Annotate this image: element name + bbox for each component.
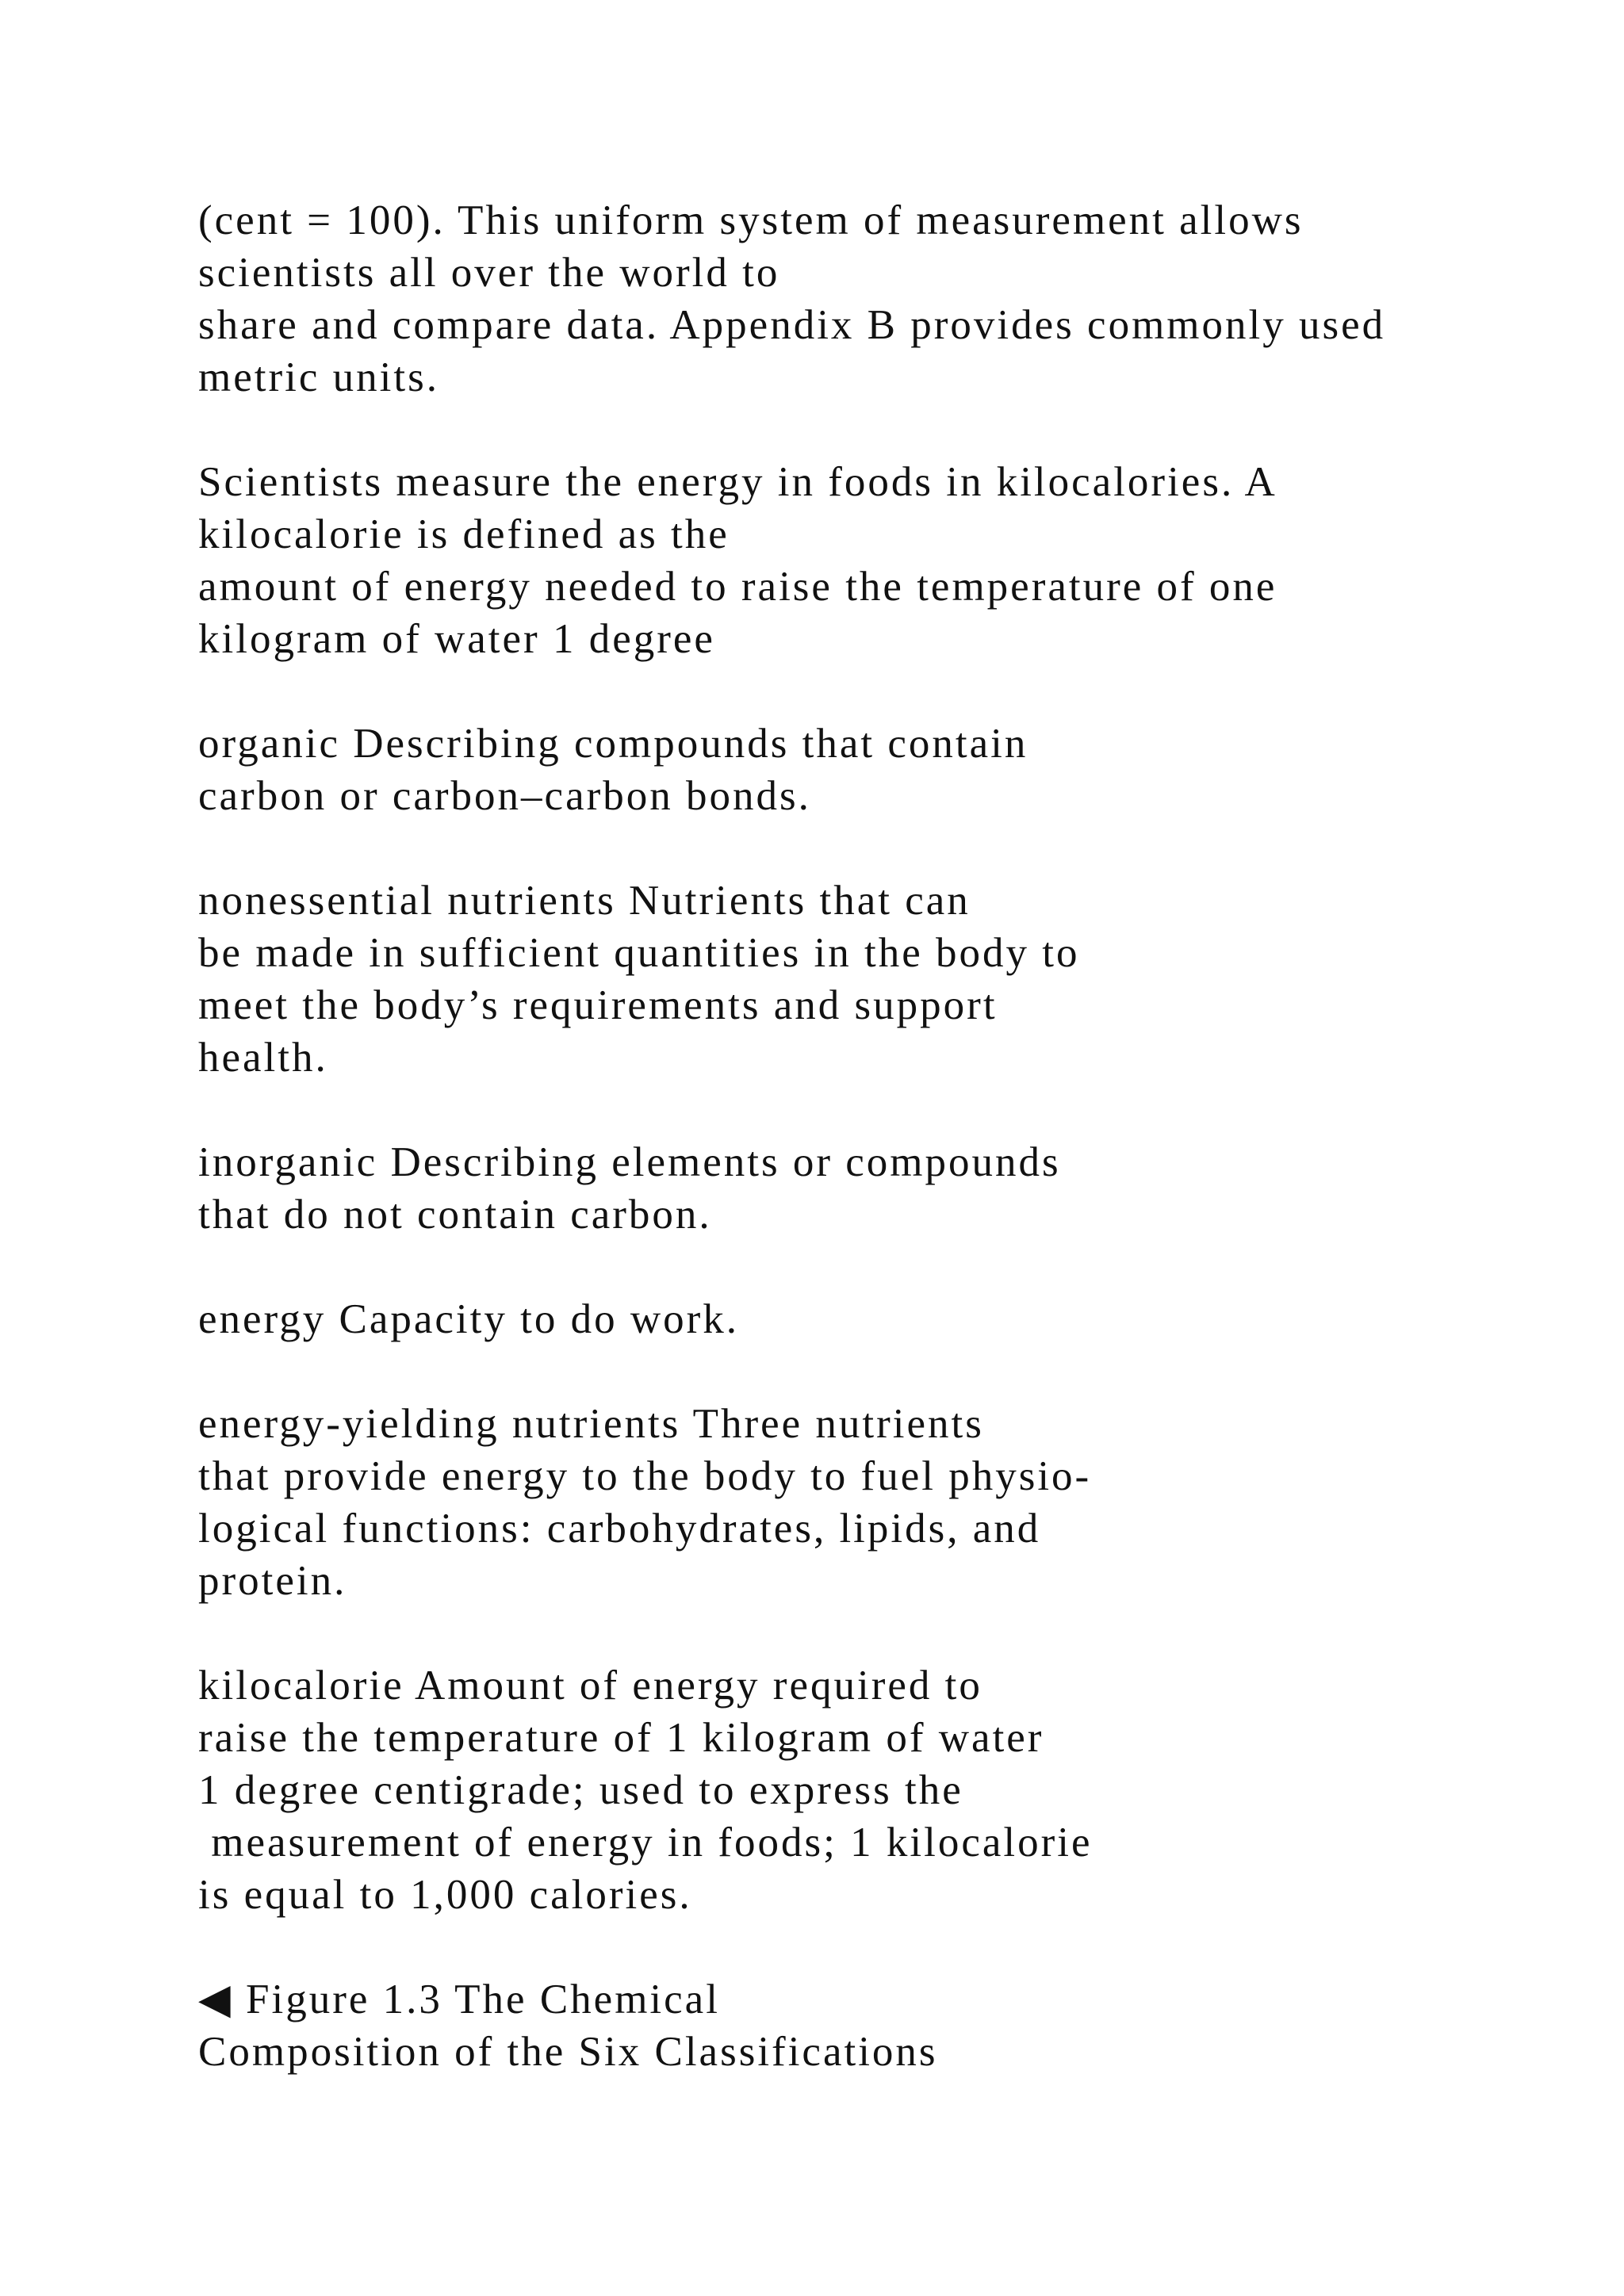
text-line: raise the temperature of 1 kilogram of water xyxy=(198,1715,1044,1761)
text-line: kilocalorie Amount of energy required to xyxy=(198,1663,982,1709)
text-line: protein. xyxy=(198,1558,347,1604)
text-line: measurement of energy in foods; 1 kilocalorie xyxy=(198,1820,1093,1866)
text-line: (cent = 100). This uniform system of measurement allows xyxy=(198,197,1304,243)
text-line: logical functions: carbohydrates, lipids, and xyxy=(198,1506,1041,1552)
text-line: energy-yielding nutrients Three nutrients xyxy=(198,1401,984,1447)
text-line: carbon or carbon–carbon bonds. xyxy=(198,773,811,819)
text-line: health. xyxy=(198,1035,328,1081)
figure-caption xyxy=(198,1973,1546,2078)
glossary-energy-yielding-nutrients xyxy=(198,1398,1546,1607)
text-line: inorganic Describing elements or compounds xyxy=(198,1139,1061,1185)
text-line: 1 degree centigrade; used to express the xyxy=(198,1767,963,1813)
paragraph-metric-system xyxy=(198,194,1546,404)
text-line: kilocalorie is defined as the xyxy=(198,511,730,557)
text-line: share and compare data. Appendix B provides commonly used xyxy=(198,302,1386,348)
text-line: scientists all over the world to xyxy=(198,250,780,296)
glossary-inorganic xyxy=(198,1136,1546,1241)
text-line: that do not contain carbon. xyxy=(198,1192,712,1238)
text-line: nonessential nutrients Nutrients that can xyxy=(198,878,971,924)
glossary-energy xyxy=(198,1293,1546,1345)
text-line: ◀ Figure 1.3 The Chemical xyxy=(198,1976,720,2022)
glossary-organic xyxy=(198,718,1546,822)
text-line: amount of energy needed to raise the temperature of one xyxy=(198,564,1277,610)
glossary-kilocalorie xyxy=(198,1659,1546,1921)
glossary-nonessential-nutrients xyxy=(198,874,1546,1084)
text-line: is equal to 1,000 calories. xyxy=(198,1872,692,1918)
text-line: be made in sufficient quantities in the body to xyxy=(198,930,1080,976)
text-line: Composition of the Six Classifications xyxy=(198,2029,938,2075)
text-line: metric units. xyxy=(198,354,439,400)
text-line: meet the body’s requirements and support xyxy=(198,982,998,1028)
text-line: Scientists measure the energy in foods in kilocalories. A xyxy=(198,459,1277,505)
text-line: kilogram of water 1 degree xyxy=(198,616,715,662)
body-text xyxy=(198,194,1546,2130)
text-line: organic Describing compounds that contain xyxy=(198,721,1028,767)
text-line: that provide energy to the body to fuel physio- xyxy=(198,1453,1092,1499)
paragraph-kilocalories xyxy=(198,456,1546,665)
text-line: energy Capacity to do work. xyxy=(198,1296,740,1342)
